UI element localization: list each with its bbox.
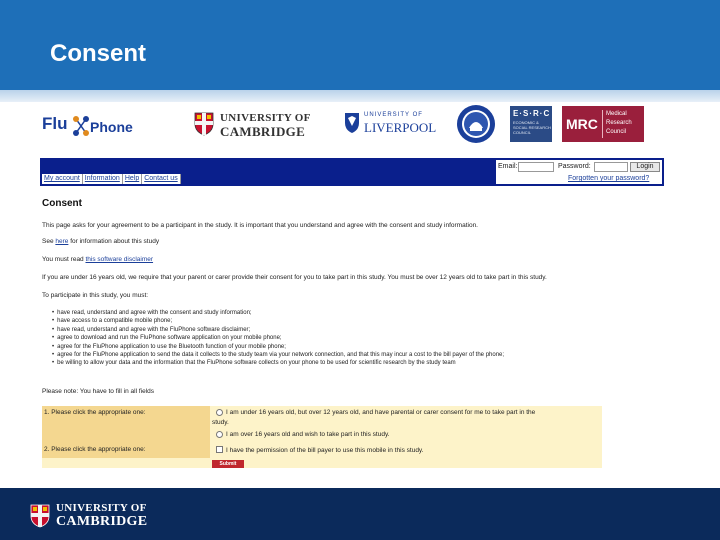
- age-requirement-paragraph: If you are under 16 years old, we require that your parent or carer provide their consent for you to take part in this study. You must be over 12 years old to take part in this study.: [42, 274, 547, 281]
- consent-webpage: [40, 158, 664, 470]
- site-nav-bar: [40, 158, 664, 186]
- nav-link-information[interactable]: Information: [83, 174, 123, 184]
- liverpool-logo-line2: LIVERPOOL: [364, 120, 437, 135]
- study-info-link[interactable]: here: [55, 238, 69, 245]
- disclaimer-line: [42, 256, 153, 263]
- q2-permission-checkbox[interactable]: [216, 446, 223, 453]
- consent-form: [42, 406, 602, 468]
- list-item: • agree for the FluPhone application to use the Bluetooth function of your mobile phone;: [52, 343, 504, 351]
- q1-over16-label: I am over 16 years old and wish to take part in this study.: [226, 431, 390, 438]
- liverpool-logo-line1: UNIVERSITY OF: [364, 112, 423, 118]
- requirements-intro: To participate in this study, you must:: [42, 292, 149, 299]
- study-info-post: for information about this study: [68, 238, 160, 245]
- liverpool-logo: [344, 110, 437, 140]
- list-item: • be willing to allow your data and the information that the FluPhone software collects on your phone to be used for scientific research by the study team: [52, 359, 504, 367]
- list-item: • agree for the FluPhone application to send the data it collects to the study team via your network connection, and that this may incur a cost to the bill payer of the phone;: [52, 351, 504, 359]
- q1-over16-radio[interactable]: [216, 431, 223, 438]
- q1-under16-label-a: I am under 16 years old, but over 12 years old, and have parental or carer consent for me to take part in the: [226, 409, 536, 416]
- list-item: • have read, understand and agree with the consent and study information;: [52, 309, 504, 317]
- question-2-label: 2. Please click the appropriate one:: [44, 446, 146, 453]
- consent-heading: Consent: [42, 198, 82, 209]
- cambridge-logo-line2: CAMBRIDGE: [220, 124, 306, 139]
- email-label: Email:: [498, 163, 518, 170]
- esrc-logo-line2: ECONOMIC & SOCIAL RESEARCH COUNCIL: [513, 120, 551, 135]
- footer: [0, 488, 720, 540]
- footer-logo-line1: UNIVERSITY OF: [56, 502, 147, 514]
- study-info-line: [42, 238, 159, 245]
- esrc-logo-line1: E·S·R·C: [513, 109, 551, 118]
- disclaimer-pre: You must read: [42, 256, 86, 263]
- list-item: • agree to download and run the FluPhone software application on your mobile phone;: [52, 334, 504, 342]
- mrc-logo-abbr: MRC: [566, 116, 598, 132]
- login-button[interactable]: Login: [630, 162, 660, 172]
- mrc-logo: [562, 106, 644, 142]
- list-item: • have read, understand and agree with the FluPhone software disclaimer;: [52, 326, 504, 334]
- title-stripe: [0, 90, 720, 102]
- question-2-label-cell: [42, 444, 210, 458]
- nav-link-contact-us[interactable]: Contact us: [142, 174, 180, 184]
- requirements-list: [52, 309, 504, 368]
- nav-link-my-account[interactable]: My account: [42, 174, 83, 184]
- password-field[interactable]: [594, 162, 628, 172]
- seal-icon: [456, 104, 496, 144]
- fluphone-logo-phone: Phone: [90, 119, 133, 135]
- fluphone-logo-flu: Flu: [42, 114, 68, 133]
- email-field[interactable]: [518, 162, 554, 172]
- submit-button[interactable]: Submit: [212, 460, 244, 468]
- site-nav-links: [42, 174, 181, 184]
- disclaimer-link[interactable]: this software disclaimer: [85, 256, 154, 263]
- cambridge-logo-line1: UNIVERSITY OF: [220, 112, 311, 124]
- cambridge-logo: [194, 110, 314, 140]
- login-box: [496, 160, 662, 184]
- mrc-logo-line3: Council: [606, 129, 627, 135]
- seal-logo: [456, 104, 496, 144]
- question-1-label: 1. Please click the appropriate one:: [44, 409, 146, 416]
- list-item: • have access to a compatible mobile phone;: [52, 317, 504, 325]
- study-info-pre: See: [42, 238, 56, 245]
- q1-under16-radio[interactable]: [216, 409, 223, 416]
- intro-paragraph: This page asks for your agreement to be a participant in the study. It is important that you understand and agree with the consent and study information.: [42, 222, 478, 229]
- title-bar: [0, 0, 720, 90]
- footer-logo-line2: CAMBRIDGE: [56, 514, 148, 529]
- cambridge-shield-icon: [194, 112, 214, 136]
- password-label: Password:: [558, 163, 591, 170]
- liverpool-shield-icon: [344, 112, 360, 134]
- forgot-password-link[interactable]: Forgotten your password?: [568, 175, 650, 182]
- molecule-icon: [72, 115, 90, 137]
- nav-link-help[interactable]: Help: [123, 174, 142, 184]
- q2-permission-label: I have the permission of the bill payer to use this mobile in this study.: [226, 447, 424, 454]
- esrc-logo: [510, 106, 552, 142]
- fluphone-logo: [40, 112, 140, 140]
- cambridge-shield-icon: [30, 504, 50, 528]
- mrc-logo-divider: [602, 110, 603, 138]
- mrc-logo-text: [606, 110, 632, 137]
- mrc-logo-line2: Research: [606, 120, 632, 126]
- question-1-label-cell: [42, 406, 210, 444]
- slide-title: Consent: [50, 40, 146, 67]
- q1-under16-label-b: study.: [212, 419, 229, 426]
- fields-note: Please note: You have to fill in all fields: [42, 388, 155, 395]
- mrc-logo-line1: Medical: [606, 111, 627, 117]
